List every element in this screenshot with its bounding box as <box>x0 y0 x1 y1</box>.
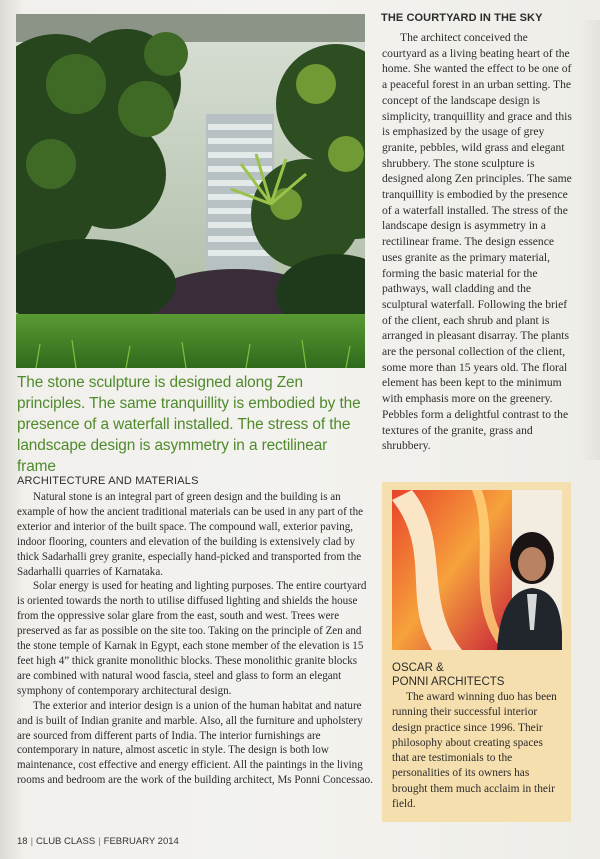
architecture-paragraph: The exterior and interior design is a union of the human habitat and nature and is built of Indian granite and marble. Also, all the furniture and upholstery are sourced from different parts of India. The interior furnishings are contemporary in nature, almost ascetic in style. The design is both low maintenance, cost effective and energy efficient. All the paintings in the living rooms and bedroom are the work of the building architect, Ms Ponni Concessao. <box>17 699 373 787</box>
architecture-heading: ARCHITECTURE AND MATERIALS <box>17 475 199 487</box>
photo-caption: The stone sculpture is designed along Zen principles. The same tranquillity is embodied by the presence of a waterfall installed. The stress of the landscape design is asymmetry in a rectilinear frame <box>17 374 361 475</box>
architects-profile-box <box>382 482 571 822</box>
photo-illustration <box>16 14 365 368</box>
architecture-paragraph: Natural stone is an integral part of green design and the building is an example of how the ancient traditional materials can be used in any part of the exterior and interior of the built space. The compound wall, exterior paving, indoor flooring, counters and elevation of the building is extensively clad by thick Sadarhalli grey granite, especially hand-picked and transported from the Sadarhalli quarries of Karnataka. <box>17 491 364 578</box>
footer-separator: | <box>30 836 34 847</box>
portrait-illustration <box>392 490 562 650</box>
courtyard-heading: THE COURTYARD IN THE SKY <box>381 12 543 24</box>
architects-heading-line: PONNI ARCHITECTS <box>392 676 505 688</box>
architect-portrait-photo <box>392 490 562 650</box>
architecture-article-text <box>17 490 373 788</box>
footer-separator: | <box>98 836 101 847</box>
page-edge-shadow <box>578 20 600 460</box>
publication-name: CLUB CLASS <box>36 836 96 847</box>
issue-date: FEBRUARY 2014 <box>103 836 179 847</box>
architects-heading-line: OSCAR & <box>392 662 444 674</box>
courtyard-garden-photo <box>16 14 365 368</box>
architects-heading <box>392 661 562 689</box>
courtyard-article-text: The architect conceived the courtyard as a living beating heart of the home. She wanted the effect to be one of a peaceful forest in an urban setting. The concept of the landscape design is simplicity, tranquillity and grace and this is emphasized by the usage of grey granite, pebbles, wild grass and elegant shrubbery. The stone sculpture is designed along Zen principles. The same tranquillity is embodied by the presence of a waterfall installed. The stress of the landscape design is asymmetry in a rectilinear frame. The design essence uses granite as the primary material, forming the basic material for the pathways, wall cladding and the sculptural waterfall. Following the brief of the client, each shrub and plant is arranged in pleasant disarray. The plants are the personal collection of the client, some more than 15 years old. The floral element has been kept to the minimum with emphasis more on the greenery. Pebbles form a delightful contrast to the textures of the granite, grass and shrubbery. <box>382 31 572 453</box>
architecture-paragraph: Solar energy is used for heating and lighting purposes. The entire courtyard is oriented towards the north to utilise diffused lighting and shields the house from the oppressive solar glare from the east, south and west. Trees were preserved as far as possible on the site too. Taking on the principle of Zen and the stone temple of Karnak in Egypt, each stone member of the elevation is 15 feet high 4” thick granite monolithic blocks. These monolithic granite blocks are combined with natural wood fascia, steel and glass to form an elegant symphony of contemporary architectural design. <box>17 580 367 697</box>
page-footer <box>17 836 179 847</box>
architects-bio-text: The award winning duo has been running their successful interior design practice since 1996. Their philosophy about creating spaces that are testimonials to the personalities of its owners has brought them much acclaim in their field. <box>392 691 557 811</box>
page-number: 18 <box>17 836 28 847</box>
